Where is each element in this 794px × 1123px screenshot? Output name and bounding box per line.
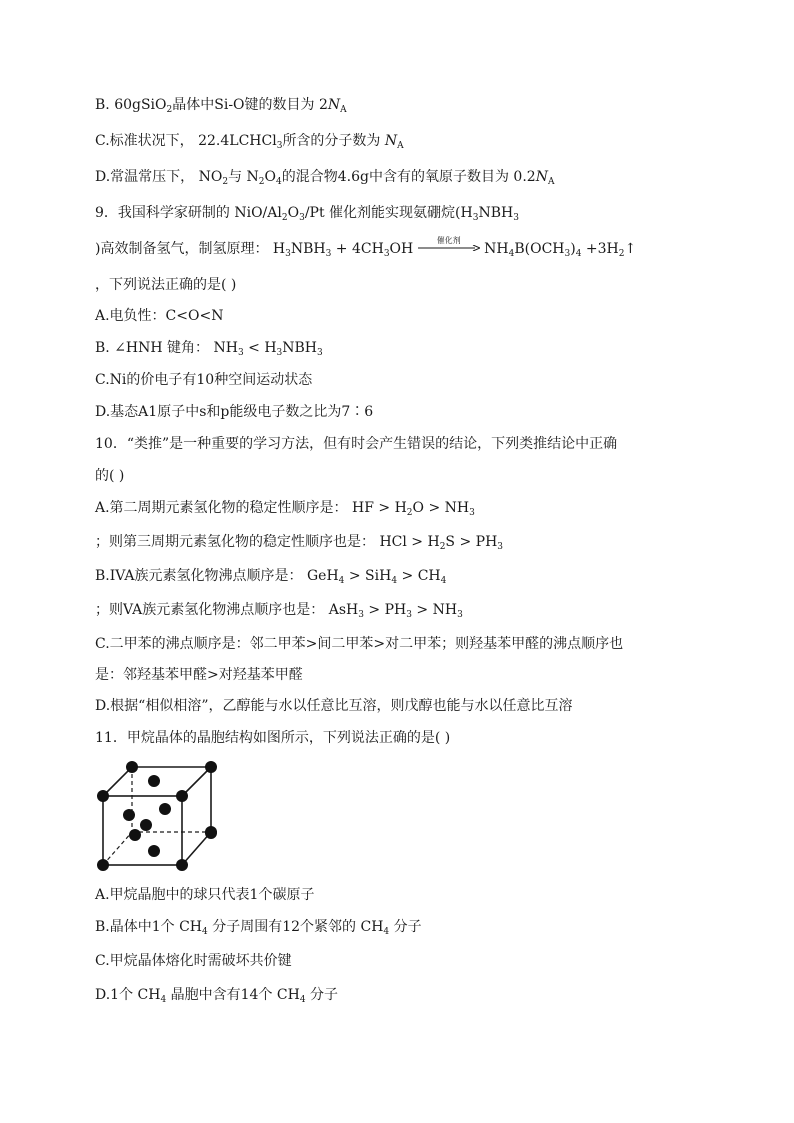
corner-sphere bbox=[126, 761, 138, 773]
q11-option-a: A.甲烷晶胞中的球只代表1个碳原子 bbox=[95, 887, 315, 903]
q10-option-b-line1: B.IVA族元素氢化物沸点顺序是： $GeH_4 > SiH_4 > CH_4$ bbox=[95, 568, 447, 586]
face-center-sphere bbox=[148, 845, 160, 857]
q9-stem-line2: )高效制备氢气，制氢原理： $H_3NBH_3 + 4CH_3OH$ 催化剂 $NH_4B(OCH_3)_4$ $+3H_2↑$ bbox=[95, 239, 636, 259]
q9-stem-line1: 9．我国科学家研制的 NiO/$Al_2O_3/Pt$ 催化剂能实现氨硼烷($H_3NBH_3$ bbox=[95, 205, 519, 223]
q10-option-a-line1: A.第二周期元素氢化物的稳定性顺序是： HF > $H_2O > NH_3$ bbox=[95, 500, 475, 518]
q11-option-c: C.甲烷晶体熔化时需破坏共价键 bbox=[95, 953, 292, 969]
cube-edge-top-left bbox=[103, 767, 132, 796]
q11-option-d: D.1个 $CH_4$ 晶胞中含有14个 $CH_4$ 分子 bbox=[95, 987, 339, 1005]
face-center-sphere bbox=[129, 829, 141, 841]
corner-sphere bbox=[205, 761, 217, 773]
q10-option-d: D.根据“相似相溶”，乙醇能与水以任意比互溶，则戊醇也能与水以任意比互溶 bbox=[95, 698, 573, 714]
cube-hidden-edge-diagonal bbox=[103, 832, 132, 865]
cube-edge-top-right bbox=[182, 767, 211, 796]
q11-stem: 11．甲烷晶体的晶胞结构如图所示，下列说法正确的是( ) bbox=[95, 730, 451, 746]
catalyst-label: 催化剂 bbox=[436, 236, 461, 245]
face-center-sphere bbox=[123, 809, 135, 821]
q10-option-b-line2: ；则VA族元素氢化物沸点顺序也是： $AsH_3 > PH_3 > NH_3$ bbox=[95, 602, 463, 620]
q9-option-b: B. ∠HNH 键角： $NH_3 < H_3NBH_3$ bbox=[95, 340, 323, 358]
corner-sphere bbox=[97, 859, 109, 871]
q10-stem-line2: 的( ) bbox=[95, 468, 125, 484]
q8-option-d: D.常温常压下， $NO_2$与 $N_2O_4$的混合物4.6g中含有的氧原子数目为 $0.2N_A$ bbox=[95, 169, 555, 187]
reaction-arrow bbox=[418, 236, 480, 254]
q10-option-a-line2: ；则第三周期元素氢化物的稳定性顺序也是： HCl > $H_2S > PH_3$ bbox=[95, 534, 504, 552]
arrow-icon bbox=[418, 245, 480, 251]
face-center-sphere bbox=[159, 803, 171, 815]
corner-sphere bbox=[176, 859, 188, 871]
q9-option-a: A.电负性：C<O<N bbox=[95, 308, 224, 324]
face-center-sphere bbox=[140, 819, 152, 831]
q10-option-c-line2: 是：邻羟基苯甲醛>对羟基苯甲醛 bbox=[95, 667, 303, 683]
corner-sphere bbox=[97, 790, 109, 802]
corner-sphere bbox=[176, 790, 188, 802]
q9-stem-line3: ，下列说法正确的是( ) bbox=[95, 277, 237, 293]
q10-stem-line1: 10．“类推”是一种重要的学习方法，但有时会产生错误的结论，下列类推结论中正确 bbox=[95, 436, 618, 452]
q8-option-b: B. 60gSiO$_2$晶体中Si-O键的数目为 $2N_A$ bbox=[95, 97, 347, 115]
q9-option-c: C.Ni的价电子有10种空间运动状态 bbox=[95, 372, 313, 388]
q8-option-c: C.标准状况下， 22.4LCHCl$_3$所含的分子数为 $N_A$ bbox=[95, 133, 404, 151]
right-face-sphere bbox=[205, 827, 217, 839]
methane-unit-cell-diagram bbox=[93, 757, 223, 872]
q11-option-b: B.晶体中1个 $CH_4$ 分子周围有12个紧邻的 $CH_4$ 分子 bbox=[95, 919, 422, 937]
q9-option-d: D.基态A1原子中s和p能级电子数之比为7∶6 bbox=[95, 404, 374, 420]
q10-option-c-line1: C.二甲苯的沸点顺序是：邻二甲苯>间二甲苯>对二甲苯；则羟基苯甲醛的沸点顺序也 bbox=[95, 636, 624, 652]
face-center-sphere bbox=[148, 775, 160, 787]
